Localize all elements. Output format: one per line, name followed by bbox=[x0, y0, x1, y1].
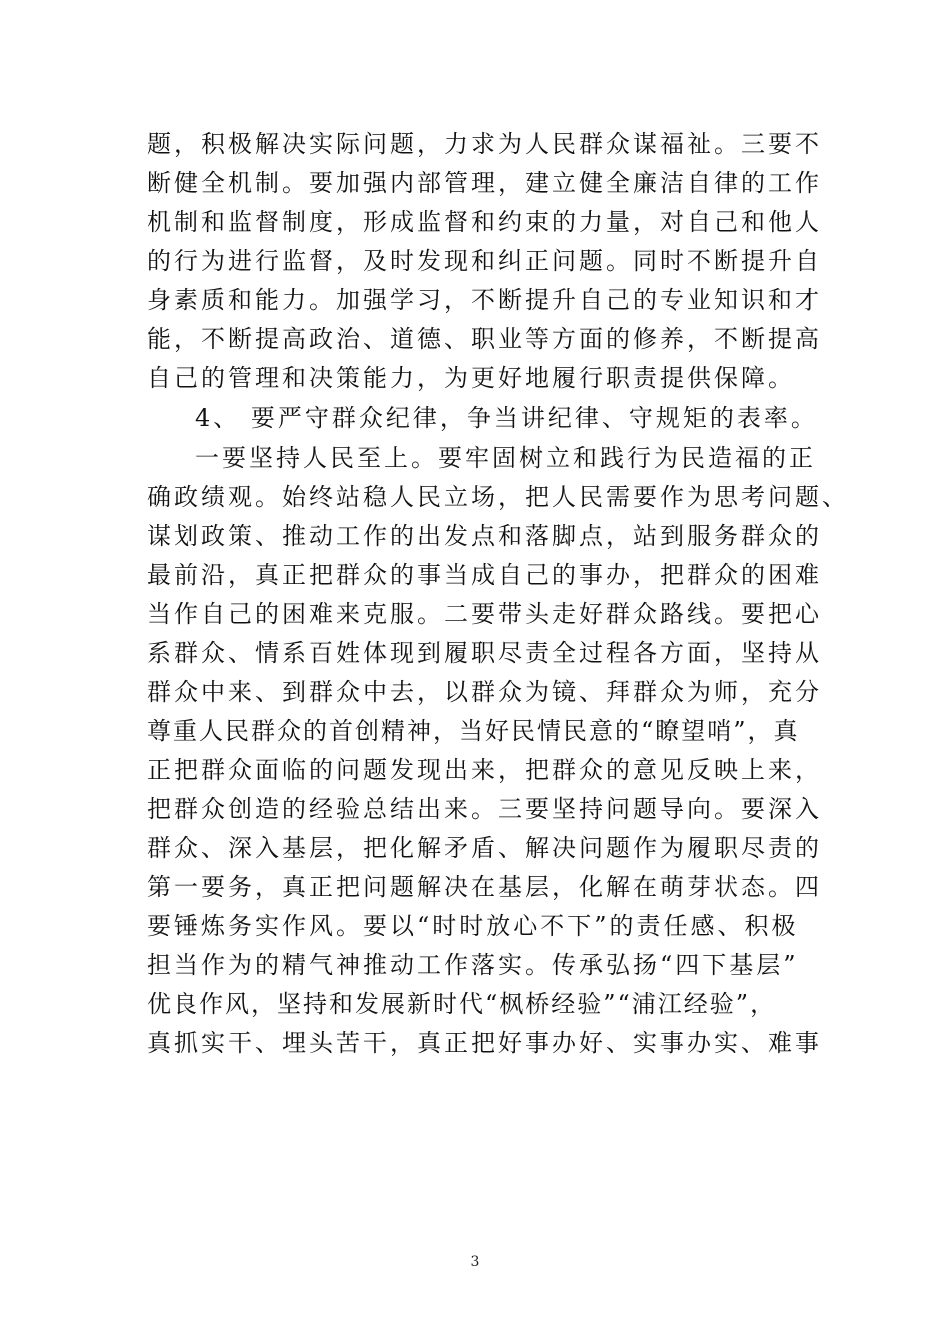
text-line: 的行为进行监督，及时发现和纠正问题。同时不断提升自 bbox=[147, 247, 822, 275]
text-line: 群众、深入基层，把化解矛盾、解决问题作为履职尽责的 bbox=[147, 834, 822, 862]
text-line: 题，积极解决实际问题，力求为人民群众谋福祉。三要不 bbox=[147, 130, 822, 158]
text-line: 自己的管理和决策能力，为更好地履行职责提供保障。 bbox=[147, 364, 795, 392]
paragraph-first-line: 一要坚持人民至上。要牢固树立和践行为民造福的正 bbox=[195, 444, 816, 472]
text-line: 确政绩观。始终站稳人民立场，把人民需要作为思考问题、 bbox=[147, 483, 849, 511]
text-line: 担当作为的精气神推动工作落实。传承弘扬“四下基层” bbox=[147, 951, 799, 979]
text-line: 谋划政策、推动工作的出发点和落脚点，站到服务群众的 bbox=[147, 522, 822, 550]
text-line: 当作自己的困难来克服。二要带头走好群众路线。要把心 bbox=[147, 600, 822, 628]
text-line: 机制和监督制度，形成监督和约束的力量，对自己和他人 bbox=[147, 208, 822, 236]
text-line: 优良作风，坚持和发展新时代“枫桥经验”“浦江经验”， bbox=[147, 990, 777, 1018]
page-number: 3 bbox=[470, 1254, 480, 1270]
text-line: 正把群众面临的问题发现出来，把群众的意见反映上来， bbox=[147, 756, 822, 784]
section-heading: 4、 要严守群众纪律，争当讲纪律、守规矩的表率。 bbox=[195, 404, 818, 432]
text-line: 系群众、情系百姓体现到履职尽责全过程各方面，坚持从 bbox=[147, 639, 822, 667]
text-line: 把群众创造的经验总结出来。三要坚持问题导向。要深入 bbox=[147, 795, 822, 823]
text-line: 要锤炼务实作风。要以“时时放心不下”的责任感、积极 bbox=[147, 912, 799, 940]
text-line: 真抓实干、埋头苦干，真正把好事办好、实事办实、难事 bbox=[147, 1029, 822, 1057]
text-line: 能，不断提高政治、道德、职业等方面的修养，不断提高 bbox=[147, 325, 822, 353]
text-line: 群众中来、到群众中去，以群众为镜、拜群众为师，充分 bbox=[147, 678, 822, 706]
text-line: 最前沿，真正把群众的事当成自己的事办，把群众的困难 bbox=[147, 561, 822, 589]
text-line: 身素质和能力。加强学习，不断提升自己的专业知识和才 bbox=[147, 286, 822, 314]
text-line: 断健全机制。要加强内部管理，建立健全廉洁自律的工作 bbox=[147, 169, 822, 197]
text-line: 尊重人民群众的首创精神，当好民情民意的“瞭望哨”，真 bbox=[147, 717, 800, 745]
text-line: 第一要务，真正把问题解决在基层，化解在萌芽状态。四 bbox=[147, 873, 822, 901]
